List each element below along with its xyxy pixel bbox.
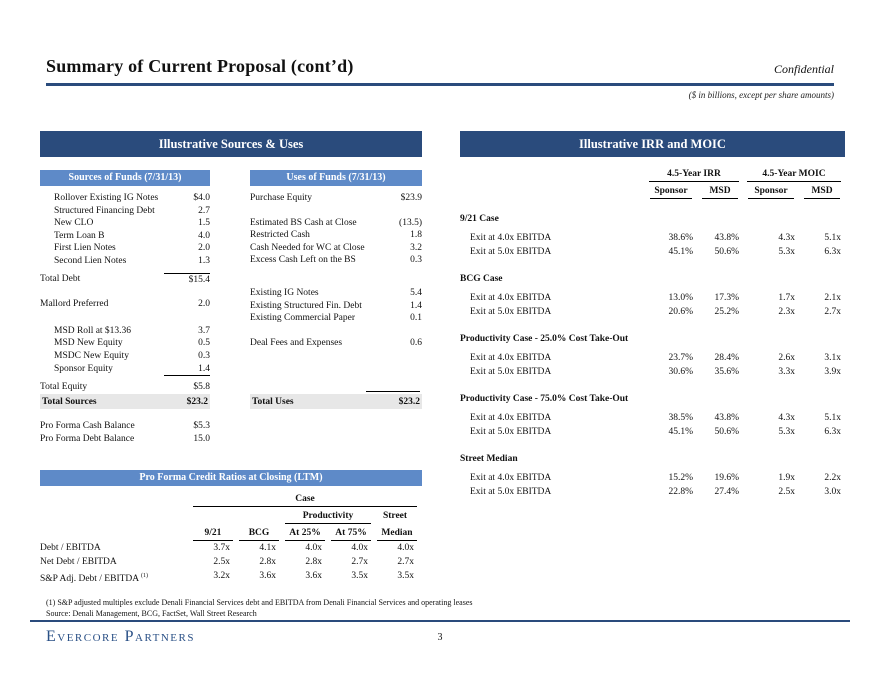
row-value: 0.6 xyxy=(410,337,422,348)
table-row xyxy=(460,366,845,380)
moic-group-header: 4.5-Year MOIC xyxy=(747,168,841,182)
table-row xyxy=(40,230,210,243)
cell: 3.7x xyxy=(213,543,230,553)
cell: 5.3x xyxy=(778,426,795,437)
table-row xyxy=(250,192,422,205)
total-debt-row xyxy=(40,273,210,287)
cell: 3.3x xyxy=(778,366,795,377)
table-row xyxy=(250,287,422,300)
cell: 35.6% xyxy=(714,366,739,377)
row-label: Restricted Cash xyxy=(250,230,310,241)
row-value: 3.2 xyxy=(410,242,422,253)
cell: 2.7x xyxy=(351,556,368,567)
group-header-row xyxy=(460,168,845,182)
case-block xyxy=(460,333,845,379)
row-value: $5.3 xyxy=(193,421,210,431)
page-title: Summary of Current Proposal (cont’d) xyxy=(46,56,354,76)
column-header: 9/21 xyxy=(193,527,233,541)
sub-header-row xyxy=(460,185,845,199)
row-label-text: S&P Adj. Debt / EBITDA xyxy=(40,573,139,584)
cell: 50.6% xyxy=(714,426,739,437)
credit-ratios-section xyxy=(40,470,422,586)
row-value: 1.4 xyxy=(164,363,210,377)
row-value: 0.3 xyxy=(410,255,422,266)
row-value: $23.2 xyxy=(398,396,420,407)
row-label xyxy=(40,570,190,586)
table-row xyxy=(250,254,422,267)
page-number: 3 xyxy=(437,632,443,643)
column-header: Median xyxy=(377,527,417,541)
row-value: 5.4 xyxy=(410,287,422,298)
table-row xyxy=(460,472,845,486)
total-equity-row xyxy=(40,381,210,395)
row-label: Structured Financing Debt xyxy=(54,205,155,216)
table-row xyxy=(40,217,210,230)
table-row xyxy=(40,542,422,555)
table-row xyxy=(40,192,210,205)
table-row xyxy=(40,556,422,569)
table-row xyxy=(40,363,210,377)
table-row xyxy=(250,217,422,230)
row-value: (13.5) xyxy=(399,217,422,228)
row-value: 3.7 xyxy=(198,325,210,336)
preferred-row xyxy=(40,298,210,311)
row-label: Excess Cash Left on the BS xyxy=(250,255,356,266)
case-block xyxy=(460,273,845,319)
row-value: 1.8 xyxy=(410,230,422,241)
row-label: Deal Fees and Expenses xyxy=(250,337,343,348)
cell: 2.7x xyxy=(824,306,841,317)
row-label: Pro Forma Debt Balance xyxy=(40,433,135,444)
cell: 38.5% xyxy=(668,413,693,423)
table-row xyxy=(460,292,845,306)
row-label: New CLO xyxy=(54,218,94,229)
table-row xyxy=(40,433,210,446)
title-divider xyxy=(46,83,834,86)
footnote-ref: (1) xyxy=(141,572,148,579)
cell: 50.6% xyxy=(714,246,739,257)
footer-divider xyxy=(30,620,850,622)
cell: 20.6% xyxy=(668,306,693,317)
productivity-header: Productivity xyxy=(285,510,371,524)
row-label: Existing IG Notes xyxy=(250,287,319,298)
row-label: Rollover Existing IG Notes xyxy=(54,193,159,203)
row-label: MSDC New Equity xyxy=(54,350,129,361)
irr-group-header: 4.5-Year IRR xyxy=(649,168,739,182)
table-row xyxy=(250,312,422,325)
row-label: Exit at 4.0x EBITDA xyxy=(470,473,552,483)
cell: 3.5x xyxy=(397,570,414,581)
row-label: First Lien Notes xyxy=(54,243,116,254)
cell: 3.1x xyxy=(824,353,841,363)
cell: 4.0x xyxy=(351,543,368,553)
cell: 2.8x xyxy=(259,556,276,567)
cell: 13.0% xyxy=(668,293,693,303)
row-value: 0.5 xyxy=(198,338,210,349)
row-label: Existing Commercial Paper xyxy=(250,313,356,324)
cell: 2.8x xyxy=(305,556,322,567)
table-row xyxy=(460,486,845,500)
total-uses-row xyxy=(250,394,422,409)
group-header-row xyxy=(40,510,422,524)
table-row xyxy=(460,232,845,246)
credit-ratios-header: Pro Forma Credit Ratios at Closing (LTM) xyxy=(40,470,422,486)
row-value: 15.0 xyxy=(193,433,210,444)
table-row xyxy=(40,570,422,586)
cell: 15.2% xyxy=(668,473,693,483)
row-value: 4.0 xyxy=(198,230,210,241)
row-label: Term Loan B xyxy=(54,230,105,241)
cell: 3.9x xyxy=(824,366,841,377)
table-row xyxy=(460,412,845,426)
row-label: Second Lien Notes xyxy=(54,255,127,266)
cell: 5.1x xyxy=(824,413,841,423)
cell: 2.7x xyxy=(397,556,414,567)
row-label: Total Equity xyxy=(40,382,88,393)
row-value: $4.0 xyxy=(193,193,210,203)
cell: 23.7% xyxy=(668,353,693,363)
cell: 43.8% xyxy=(714,413,739,423)
row-value: $15.4 xyxy=(164,273,210,287)
column-header-row xyxy=(190,527,422,541)
cell: 1.9x xyxy=(778,473,795,483)
cell: 3.5x xyxy=(351,570,368,581)
column-header: At 25% xyxy=(285,527,325,541)
table-row xyxy=(460,426,845,440)
table-row xyxy=(40,205,210,218)
row-label: Total Uses xyxy=(252,396,294,407)
street-header: Street xyxy=(382,511,408,521)
uses-of-funds-table xyxy=(250,192,422,349)
cell: 45.1% xyxy=(668,426,693,437)
cell: 4.1x xyxy=(259,543,276,553)
irr-moic-table xyxy=(460,168,845,499)
case-header-row xyxy=(40,493,422,507)
cell: 30.6% xyxy=(668,366,693,377)
row-value: 2.7 xyxy=(198,205,210,216)
row-label: Exit at 5.0x EBITDA xyxy=(470,486,552,497)
cell: 3.0x xyxy=(824,486,841,497)
row-value: 0.1 xyxy=(410,313,422,324)
row-label: MSD Roll at $13.36 xyxy=(54,325,132,336)
cell: 2.3x xyxy=(778,306,795,317)
row-label: Mallord Preferred xyxy=(40,299,109,310)
cell: 4.3x xyxy=(778,233,795,243)
row-label: Existing Structured Fin. Debt xyxy=(250,300,362,311)
cell: 2.5x xyxy=(778,486,795,497)
cell: 45.1% xyxy=(668,246,693,257)
table-row xyxy=(40,350,210,363)
table-row xyxy=(40,420,210,433)
row-label: Exit at 4.0x EBITDA xyxy=(470,233,552,243)
table-row xyxy=(40,325,210,338)
table-row xyxy=(250,229,422,242)
cell: 6.3x xyxy=(824,246,841,257)
case-block xyxy=(460,393,845,439)
case-name: BCG Case xyxy=(460,274,503,284)
row-label: Total Debt xyxy=(40,273,81,284)
case-header: Case xyxy=(193,493,417,507)
pro-forma-balances xyxy=(40,420,210,445)
column-header: Sponsor xyxy=(748,185,794,199)
cell: 27.4% xyxy=(714,486,739,497)
footnote-1: (1) S&P adjusted multiples exclude Denali Financial Services debt and EBITDA from Denali Financial Services and operating leases xyxy=(46,598,473,607)
cell: 2.6x xyxy=(778,353,795,363)
cell: 4.0x xyxy=(397,543,414,553)
row-label: Purchase Equity xyxy=(250,193,313,203)
table-row xyxy=(460,246,845,260)
row-label: Cash Needed for WC at Close xyxy=(250,242,365,253)
cell: 17.3% xyxy=(714,293,739,303)
case-name: Productivity Case - 75.0% Cost Take-Out xyxy=(460,394,629,404)
total-uses-overline xyxy=(366,391,420,392)
row-label: Sponsor Equity xyxy=(54,363,113,374)
cell: 3.2x xyxy=(213,570,230,581)
case-name: Productivity Case - 25.0% Cost Take-Out xyxy=(460,334,629,344)
cell: 4.3x xyxy=(778,413,795,423)
cell: 2.5x xyxy=(213,556,230,567)
row-value: $23.2 xyxy=(186,396,208,407)
column-header: Sponsor xyxy=(650,185,692,199)
cell: 43.8% xyxy=(714,233,739,243)
column-header: At 75% xyxy=(331,527,371,541)
row-label: Exit at 4.0x EBITDA xyxy=(470,293,552,303)
cell: 3.6x xyxy=(305,570,322,581)
row-value: 2.0 xyxy=(198,299,210,310)
sources-of-funds-table xyxy=(40,192,210,395)
uses-of-funds-header: Uses of Funds (7/31/13) xyxy=(250,170,422,186)
row-value: $5.8 xyxy=(164,381,210,395)
row-label: Estimated BS Cash at Close xyxy=(250,217,357,228)
cell: 3.6x xyxy=(259,570,276,581)
cell: 6.3x xyxy=(824,426,841,437)
row-label: Pro Forma Cash Balance xyxy=(40,421,135,431)
cell: 25.2% xyxy=(714,306,739,317)
cell: 1.7x xyxy=(778,293,795,303)
cell: 38.6% xyxy=(668,233,693,243)
row-label: MSD New Equity xyxy=(54,338,123,349)
total-sources-row xyxy=(40,394,210,409)
row-label: Total Sources xyxy=(42,396,97,407)
table-row xyxy=(250,337,422,350)
case-block xyxy=(460,453,845,499)
row-value: 1.5 xyxy=(198,218,210,229)
case-name: Street Median xyxy=(460,454,518,464)
row-value: 1.3 xyxy=(198,255,210,266)
footnotes xyxy=(46,597,472,619)
column-header: MSD xyxy=(702,185,738,199)
cell: 5.3x xyxy=(778,246,795,257)
table-row xyxy=(40,242,210,255)
irr-moic-panel-title: Illustrative IRR and MOIC xyxy=(460,131,845,157)
row-value: 2.0 xyxy=(198,243,210,254)
case-block xyxy=(460,213,845,259)
table-row xyxy=(40,337,210,350)
row-label: Net Debt / EBITDA xyxy=(40,556,117,567)
column-header: BCG xyxy=(239,527,279,541)
row-label: Exit at 4.0x EBITDA xyxy=(470,413,552,423)
cell: 19.6% xyxy=(714,473,739,483)
table-row xyxy=(250,300,422,313)
row-value: $23.9 xyxy=(400,193,422,203)
table-row xyxy=(460,306,845,320)
source-note: Source: Denali Management, BCG, FactSet, Wall Street Research xyxy=(46,609,257,618)
row-label: Exit at 5.0x EBITDA xyxy=(470,426,552,437)
table-row xyxy=(250,242,422,255)
sources-of-funds-header: Sources of Funds (7/31/13) xyxy=(40,170,210,186)
row-label: Exit at 4.0x EBITDA xyxy=(470,353,552,363)
cell: 22.8% xyxy=(668,486,693,497)
brand-logo: Evercore Partners xyxy=(46,628,195,645)
row-label: Exit at 5.0x EBITDA xyxy=(470,246,552,257)
row-label: Exit at 5.0x EBITDA xyxy=(470,306,552,317)
row-label: Debt / EBITDA xyxy=(40,543,101,553)
units-note: ($ in billions, except per share amounts) xyxy=(688,90,834,100)
table-row xyxy=(460,352,845,366)
cell: 2.1x xyxy=(824,293,841,303)
confidential-label: Confidential xyxy=(774,62,834,76)
table-row xyxy=(40,255,210,268)
row-value: 0.3 xyxy=(198,350,210,361)
sources-uses-panel-title: Illustrative Sources & Uses xyxy=(40,131,422,157)
row-label: Exit at 5.0x EBITDA xyxy=(470,366,552,377)
column-header: MSD xyxy=(804,185,840,199)
cell: 28.4% xyxy=(714,353,739,363)
cell: 2.2x xyxy=(824,473,841,483)
row-value: 1.4 xyxy=(410,300,422,311)
cell: 5.1x xyxy=(824,233,841,243)
cell: 4.0x xyxy=(305,543,322,553)
case-name: 9/21 Case xyxy=(460,214,499,224)
